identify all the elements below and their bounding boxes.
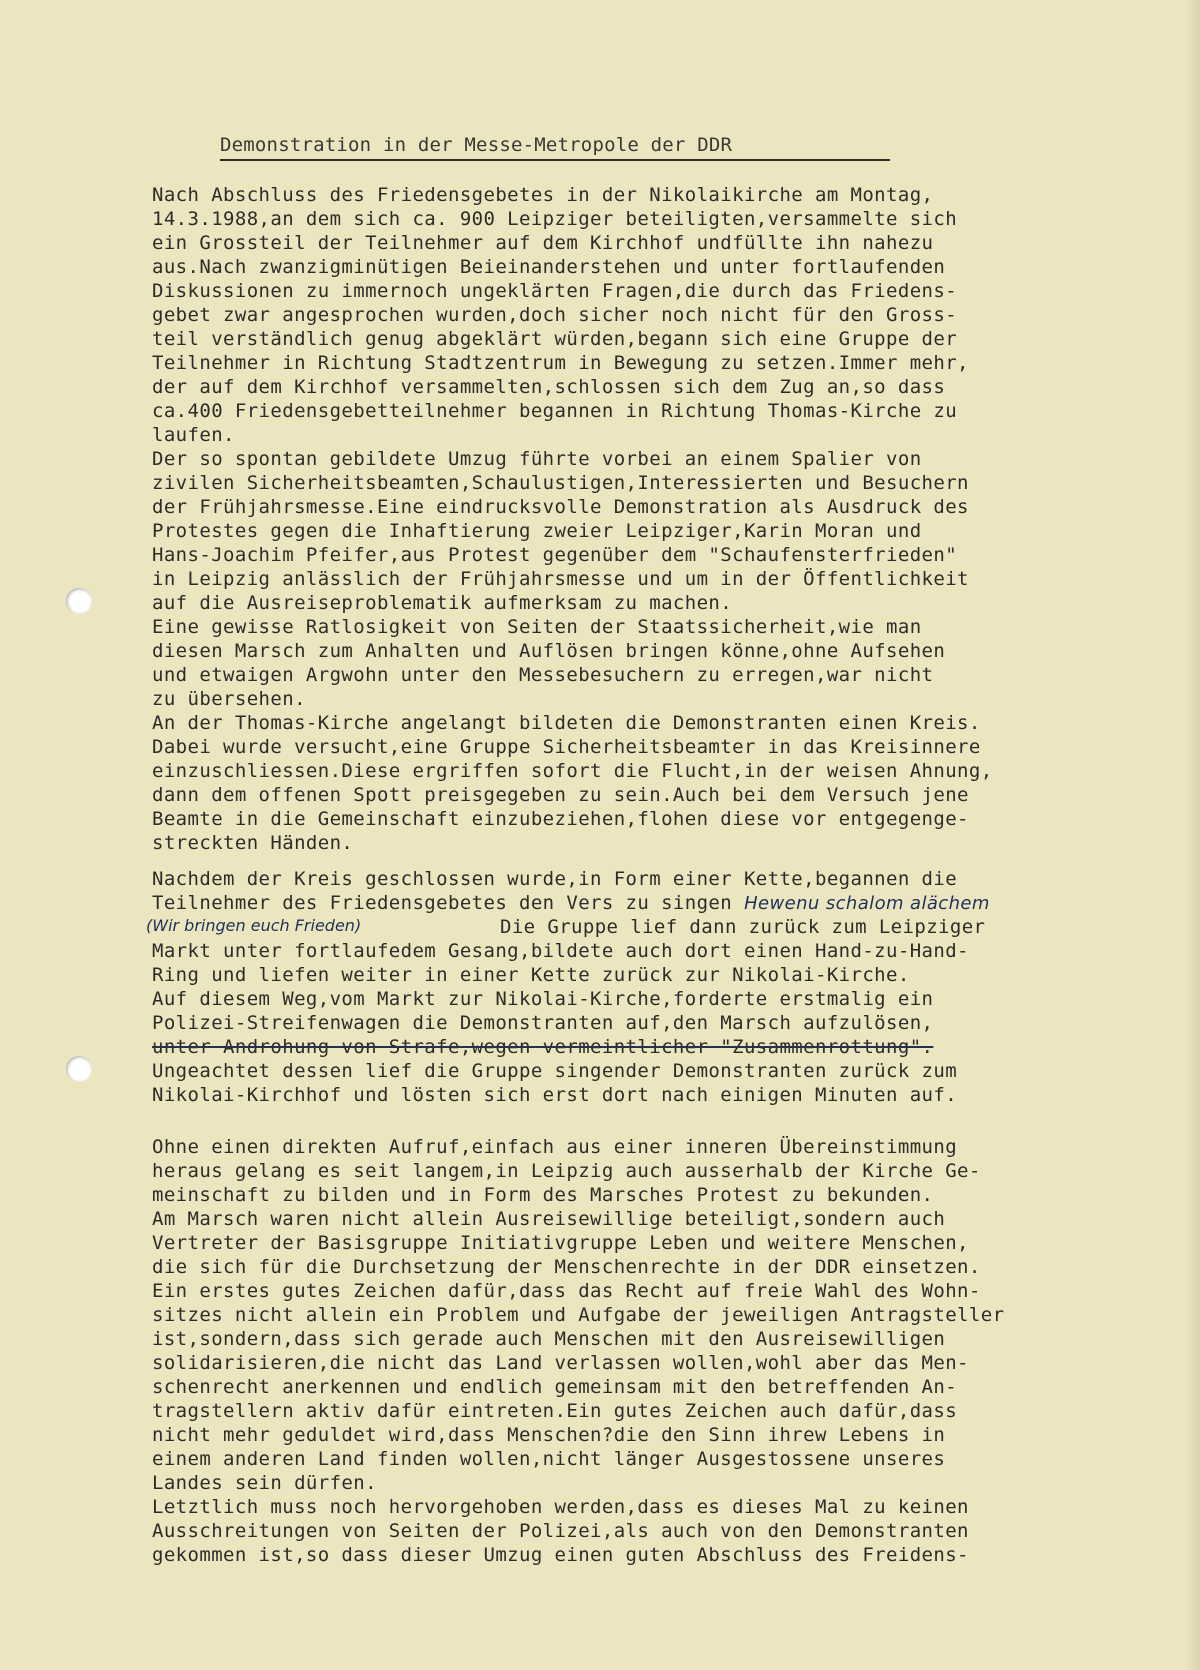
text-line: aus.Nach zwanzigminütigen Beieinanderstehen und unter fortlaufenden	[152, 256, 946, 278]
text-fragment: Teilnehmer des Friedensgebetes den Vers zu singen	[152, 892, 733, 914]
text-line: Ungeachtet dessen lief die Gruppe singender Demonstranten zurück zum	[152, 1060, 958, 1082]
text-line: zu übersehen.	[152, 688, 306, 710]
text-line: Eine gewisse Ratlosigkeit von Seiten der Staatssicherheit,wie man	[152, 616, 922, 638]
text-line: Die Gruppe lief dann zurück zum Leipziger	[500, 916, 986, 938]
text-line: diesen Marsch zum Anhalten und Auflösen bringen könne,ohne Aufsehen	[152, 640, 946, 662]
text-line: die sich für die Durchsetzung der Menschenrechte in der DDR einsetzen.	[152, 1256, 981, 1278]
text-line: Nachdem der Kreis geschlossen wurde,in Form einer Kette,begannen die	[152, 868, 958, 890]
text-line: in Leipzig anlässlich der Frühjahrsmesse und um in der Öffentlichkeit	[152, 568, 969, 590]
text-line-with-song	[152, 891, 990, 916]
handwritten-song-title: Hewenu schalom alächem	[744, 893, 990, 914]
text-line: heraus gelang es seit langem,in Leipzig auch ausserhalb der Kirche Ge-	[152, 1160, 981, 1182]
document-title: Demonstration in der Messe-Metropole der DDR	[220, 133, 890, 161]
text-line: streckten Händen.	[152, 832, 354, 854]
text-line: auf die Ausreiseproblematik aufmerksam zu machen.	[152, 592, 733, 614]
text-line: Ohne einen direkten Aufruf,einfach aus einer inneren Übereinstimmung	[152, 1136, 958, 1158]
text-line: der Frühjahrsmesse.Eine eindrucksvolle Demonstration als Ausdruck des	[152, 496, 969, 518]
text-line: Nikolai-Kirchhof und lösten sich erst dort nach einigen Minuten auf.	[152, 1084, 958, 1106]
text-line: Beamte in die Gemeinschaft einzubeziehen,flohen diese vor entgegenge-	[152, 808, 969, 830]
punch-hole	[66, 588, 92, 614]
text-line: und etwaigen Argwohn unter den Messebesuchern zu erregen,war nicht	[152, 664, 934, 686]
text-line: ist,sondern,dass sich gerade auch Menschen mit den Ausreisewilligen	[152, 1328, 946, 1350]
text-line: ca.400 Friedensgebetteilnehmer begannen in Richtung Thomas-Kirche zu	[152, 400, 958, 422]
text-line: Polizei-Streifenwagen die Demonstranten auf,den Marsch aufzulösen,	[152, 1012, 934, 1034]
text-line: solidarisieren,die nicht das Land verlassen wollen,wohl aber das Men-	[152, 1352, 969, 1374]
text-line: einzuschliessen.Diese ergriffen sofort die Flucht,in der weisen Ahnung,	[152, 760, 993, 782]
text-line: teil verständlich genug abgeklärt würden,begann sich eine Gruppe der	[152, 328, 958, 350]
text-line: schenrecht anerkennen und endlich gemeinsam mit den betreffenden An-	[152, 1376, 958, 1398]
page-edge-shadow	[1186, 0, 1200, 1670]
text-line: Protestes gegen die Inhaftierung zweier Leipziger,Karin Moran und	[152, 520, 922, 542]
text-line: der auf dem Kirchhof versammelten,schlossen sich dem Zug an,so dass	[152, 376, 946, 398]
text-line: laufen.	[152, 424, 235, 446]
text-line: Am Marsch waren nicht allein Ausreisewillige beteiligt,sondern auch	[152, 1208, 946, 1230]
text-line: ein Grossteil der Teilnehmer auf dem Kirchhof undfüllte ihn nahezu	[152, 232, 934, 254]
text-line: Teilnehmer in Richtung Stadtzentrum in Bewegung zu setzen.Immer mehr,	[152, 352, 969, 374]
handwritten-translation: (Wir bringen euch Frieden)	[146, 916, 362, 935]
text-line: tragstellern aktiv dafür eintreten.Ein gutes Zeichen auch dafür,dass	[152, 1400, 958, 1422]
text-line: Ring und liefen weiter in einer Kette zurück zur Nikolai-Kirche.	[152, 964, 910, 986]
text-line: Nach Abschluss des Friedensgebetes in der Nikolaikirche am Montag,	[152, 184, 934, 206]
text-line: An der Thomas-Kirche angelangt bildeten die Demonstranten einen Kreis.	[152, 712, 981, 734]
text-line: Auf diesem Weg,vom Markt zur Nikolai-Kirche,forderte erstmalig ein	[152, 988, 934, 1010]
text-line: Ein erstes gutes Zeichen dafür,dass das Recht auf freie Wahl des Wohn-	[152, 1280, 981, 1302]
text-line: gekommen ist,so dass dieser Umzug einen guten Abschluss des Freidens-	[152, 1544, 969, 1566]
text-line: 14.3.1988,an dem sich ca. 900 Leipziger beteiligten,versammelte sich	[152, 208, 958, 230]
text-line: zivilen Sicherheitsbeamten,Schaulustigen,Interessierten und Besuchern	[152, 472, 969, 494]
punch-hole	[66, 1056, 92, 1082]
text-line: Markt unter fortlaufedem Gesang,bildete auch dort einen Hand-zu-Hand-	[152, 940, 969, 962]
text-line: sitzes nicht allein ein Problem und Aufgabe der jeweiligen Antragsteller	[152, 1304, 1005, 1326]
struck-through-line: unter Androhung von Strafe,wegen vermeintlicher "Zusammenrottung".	[152, 1036, 934, 1058]
text-line: dann dem offenen Spott preisgegeben zu sein.Auch bei dem Versuch jene	[152, 784, 969, 806]
text-line: Der so spontan gebildete Umzug führte vorbei an einem Spalier von	[152, 448, 922, 470]
text-line: gebet zwar angesprochen wurden,doch sicher noch nicht für den Gross-	[152, 304, 958, 326]
text-line: Landes sein dürfen.	[152, 1472, 377, 1494]
text-line: meinschaft zu bilden und in Form des Marsches Protest zu bekunden.	[152, 1184, 934, 1206]
text-line: Dabei wurde versucht,eine Gruppe Sicherheitsbeamter in das Kreisinnere	[152, 736, 981, 758]
text-line: Vertreter der Basisgruppe Initiativgruppe Leben und weitere Menschen,	[152, 1232, 969, 1254]
text-line: nicht mehr geduldet wird,dass Menschen?die den Sinn ihrew Lebens in	[152, 1424, 946, 1446]
text-line: Hans-Joachim Pfeifer,aus Protest gegenüber dem "Schaufensterfrieden"	[152, 544, 958, 566]
text-line: Letztlich muss noch hervorgehoben werden,dass es dieses Mal zu keinen	[152, 1496, 969, 1518]
text-line: Ausschreitungen von Seiten der Polizei,als auch von den Demonstranten	[152, 1520, 969, 1542]
text-line: Diskussionen zu immernoch ungeklärten Fragen,die durch das Friedens-	[152, 280, 958, 302]
text-line: einem anderen Land finden wollen,nicht länger Ausgestossene unseres	[152, 1448, 946, 1470]
